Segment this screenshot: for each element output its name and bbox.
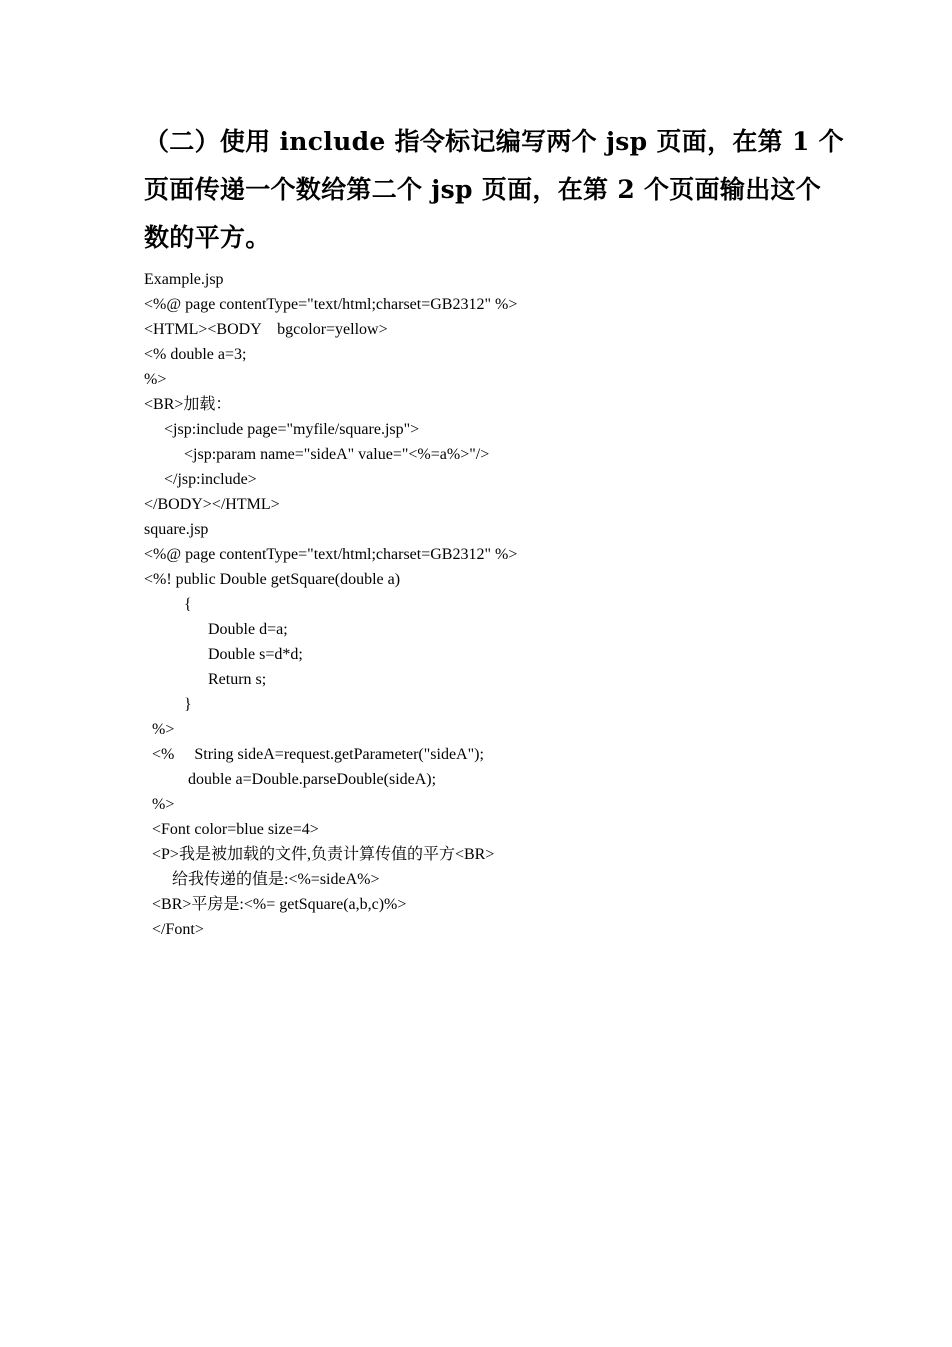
code-line: </BODY></HTML> <box>144 496 280 513</box>
code-line: <%! public Double getSquare(double a) <box>144 571 401 588</box>
exercise-heading <box>144 118 844 262</box>
code-line: <HTML><BODY bgcolor=yellow> <box>144 321 388 338</box>
code-line: double a=Double.parseDouble(sideA); <box>144 771 437 788</box>
code-line: <BR>平房是:<%= getSquare(a,b,c)%> <box>144 896 407 913</box>
code-listing <box>144 267 844 942</box>
heading-line: 数的平方。 <box>144 223 271 252</box>
code-line: square.jsp <box>144 521 209 538</box>
code-line: <jsp:param name="sideA" value="<%=a%>"/> <box>144 446 490 463</box>
code-line: <% String sideA=request.getParameter("sideA"); <box>144 746 484 763</box>
code-line: Return s; <box>144 671 267 688</box>
code-line: 给我传递的值是:<%=sideA%> <box>144 871 380 888</box>
code-line: <BR>加载： <box>144 396 232 413</box>
code-line: </Font> <box>144 921 204 938</box>
code-line: <%@ page contentType="text/html;charset=GB2312" %> <box>144 546 518 563</box>
code-line: %> <box>144 796 175 813</box>
code-line: <P>我是被加载的文件,负责计算传值的平方<BR> <box>144 846 495 863</box>
code-line: { <box>144 596 192 613</box>
code-line: <jsp:include page="myfile/square.jsp"> <box>144 421 420 438</box>
heading-line: （二）使用 include 指令标记编写两个 jsp 页面，在第 1 个 <box>144 127 844 156</box>
heading-line: 页面传递一个数给第二个 jsp 页面，在第 2 个页面输出这个 <box>144 175 822 204</box>
code-line: <% double a=3; <box>144 346 247 363</box>
code-line: <%@ page contentType="text/html;charset=GB2312" %> <box>144 296 518 313</box>
code-line: Double s=d*d; <box>144 646 303 663</box>
code-line: Example.jsp <box>144 271 224 288</box>
code-line: Double d=a; <box>144 621 288 638</box>
code-line: %> <box>144 371 167 388</box>
code-line: %> <box>144 721 175 738</box>
code-line: } <box>144 696 192 713</box>
code-line: </jsp:include> <box>144 471 257 488</box>
code-line: <Font color=blue size=4> <box>144 821 319 838</box>
